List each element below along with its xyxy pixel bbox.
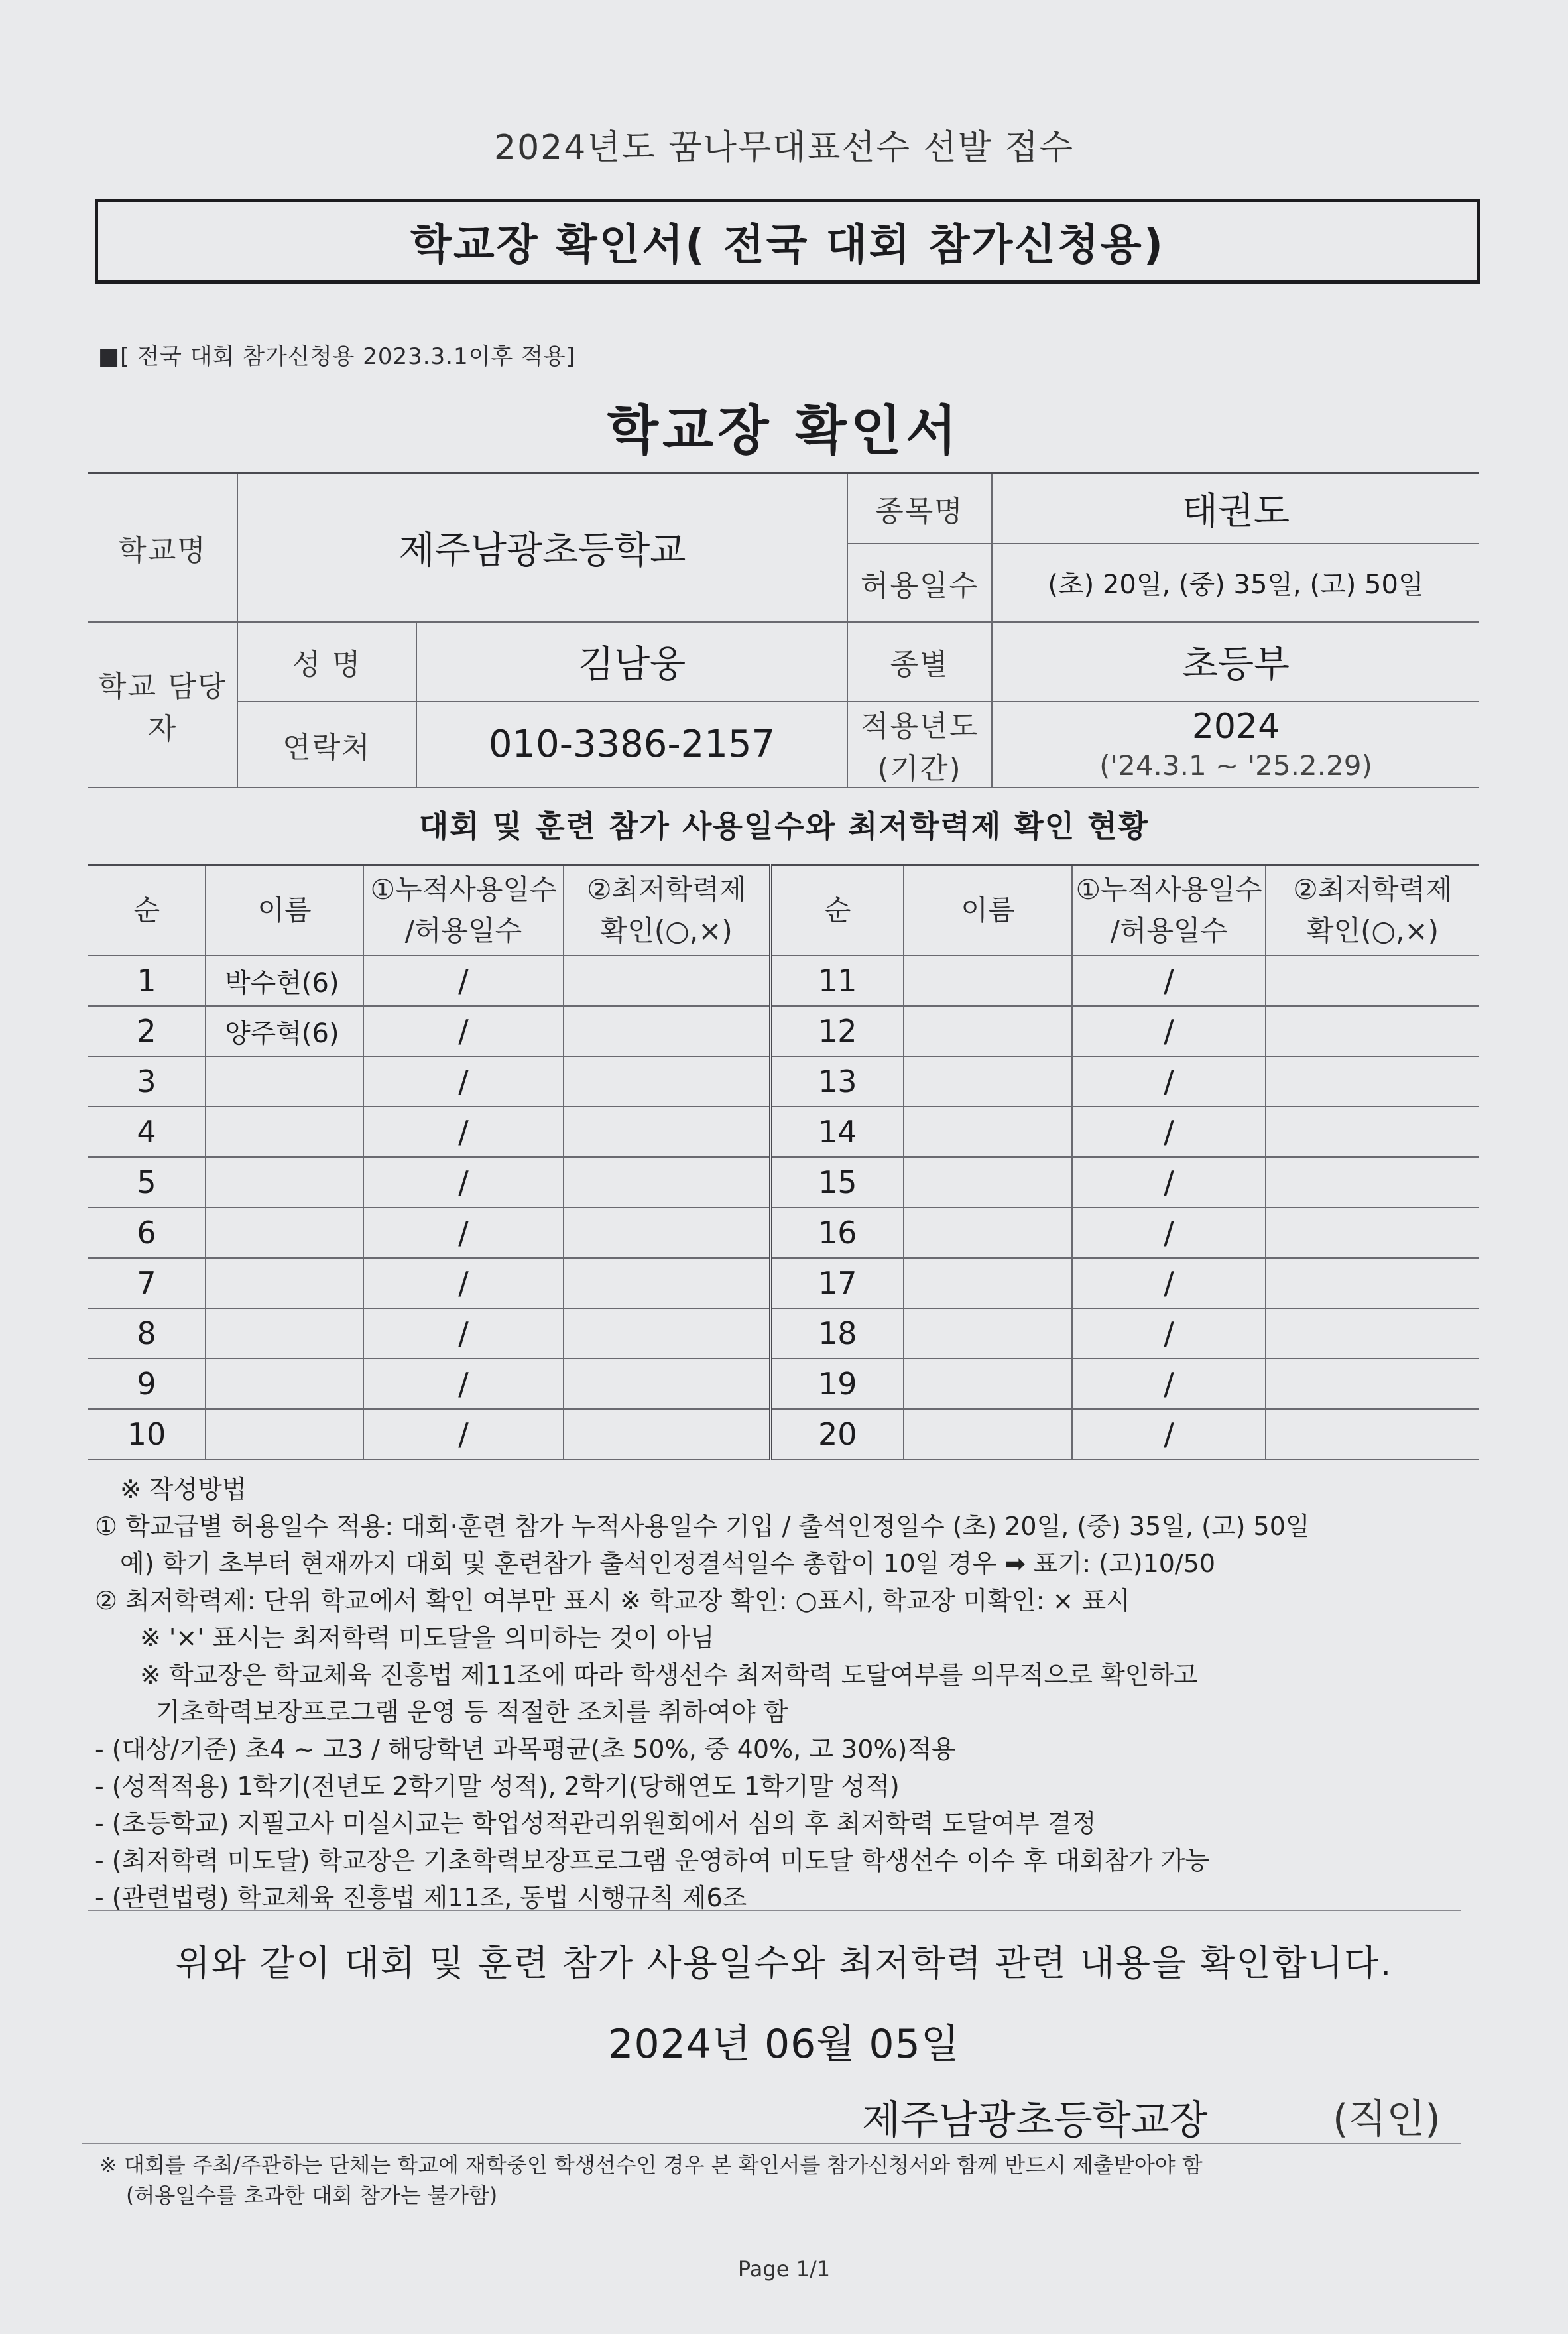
row-number: 7 bbox=[88, 1258, 206, 1308]
min-academic-check bbox=[1266, 1207, 1479, 1258]
row-number: 3 bbox=[88, 1056, 206, 1107]
col-days-header-right-2: /허용일수 bbox=[1110, 914, 1228, 947]
issue-date: 2024년 06월 05일 bbox=[608, 2021, 960, 2067]
contact-name-value: 김남웅 bbox=[416, 622, 847, 702]
table-row bbox=[88, 1107, 1479, 1157]
min-academic-check bbox=[564, 1056, 770, 1107]
divider bbox=[88, 1910, 1461, 1911]
col-name-header: 이름 bbox=[206, 865, 363, 956]
table-row bbox=[88, 955, 1479, 1006]
col-days-header bbox=[363, 865, 564, 956]
roster-title: 대회 및 훈련 참가 사용일수와 최저학력제 확인 현황 bbox=[418, 808, 1150, 844]
days-used-over-allowed: / bbox=[363, 1409, 564, 1459]
instruction-line: 예) 학기 초부터 현재까지 대회 및 훈련참가 출석인정결석일수 총합이 10일 경우 ➡ 표기: (고)10/50 bbox=[120, 1549, 1216, 1578]
row-number: 16 bbox=[770, 1207, 904, 1258]
official-seal: (직인) bbox=[1333, 2096, 1441, 2142]
instruction-line: 기초학력보장프로그램 운영 등 적절한 조치를 취하여야 함 bbox=[156, 1697, 788, 1727]
instruction-line: ② 최저학력제: 단위 학교에서 확인 여부만 표시 ※ 학교장 확인: ○표시, 학교장 미확인: × 표시 bbox=[95, 1586, 1130, 1615]
instructions bbox=[95, 1471, 1494, 1916]
athlete-name bbox=[904, 1359, 1072, 1409]
days-used-over-allowed: / bbox=[1072, 1308, 1266, 1359]
athlete-name bbox=[206, 1359, 363, 1409]
days-used-over-allowed: / bbox=[1072, 1107, 1266, 1157]
days-used-over-allowed: / bbox=[363, 955, 564, 1006]
days-used-over-allowed: / bbox=[1072, 1207, 1266, 1258]
row-number: 18 bbox=[770, 1308, 904, 1359]
min-academic-check bbox=[564, 1157, 770, 1207]
athlete-name bbox=[904, 1157, 1072, 1207]
min-academic-check bbox=[1266, 1308, 1479, 1359]
table-row bbox=[88, 1056, 1479, 1107]
school-name-label: 학교명 bbox=[88, 473, 237, 622]
min-academic-check bbox=[564, 1359, 770, 1409]
apply-year-value-cell bbox=[992, 702, 1479, 788]
days-used-over-allowed: / bbox=[1072, 1157, 1266, 1207]
athlete-name bbox=[904, 955, 1072, 1006]
roster-body bbox=[88, 955, 1479, 1459]
col-days-header-2: /허용일수 bbox=[404, 914, 522, 947]
min-academic-check bbox=[564, 1107, 770, 1157]
row-number: 8 bbox=[88, 1308, 206, 1359]
apply-year-value: 2024 bbox=[1191, 707, 1280, 747]
col-check-header-right-2: 확인(○,×) bbox=[1306, 914, 1439, 947]
instruction-line: - (성적적용) 1학기(전년도 2학기말 성적), 2학기(당해연도 1학기말 성적) bbox=[95, 1772, 900, 1801]
min-academic-check bbox=[564, 1207, 770, 1258]
division-label: 종별 bbox=[847, 622, 992, 702]
athlete-name bbox=[904, 1107, 1072, 1157]
days-used-over-allowed: / bbox=[1072, 1006, 1266, 1056]
table-row bbox=[88, 1308, 1479, 1359]
athlete-name: 양주혁(6) bbox=[206, 1006, 363, 1056]
days-used-over-allowed: / bbox=[363, 1207, 564, 1258]
days-used-over-allowed: / bbox=[363, 1359, 564, 1409]
col-name-header-right: 이름 bbox=[904, 865, 1072, 956]
boxed-title-text: 학교장 확인서( 전국 대회 참가신청용) bbox=[410, 221, 1165, 270]
table-row bbox=[88, 1157, 1479, 1207]
athlete-roster-table bbox=[88, 864, 1479, 1460]
min-academic-check bbox=[1266, 955, 1479, 1006]
table-row bbox=[88, 1258, 1479, 1308]
col-check-header-right bbox=[1266, 865, 1479, 956]
col-check-header-1: ②최저학력제 bbox=[586, 873, 747, 906]
school-info-table bbox=[88, 472, 1479, 788]
principal-name: 제주남광초등학교장 bbox=[862, 2097, 1208, 2144]
col-no-header-right: 순 bbox=[770, 865, 904, 956]
athlete-name bbox=[206, 1308, 363, 1359]
contact-person-label: 학교 담당자 bbox=[88, 622, 237, 788]
row-number: 11 bbox=[770, 955, 904, 1006]
row-number: 6 bbox=[88, 1207, 206, 1258]
athlete-name bbox=[904, 1308, 1072, 1359]
athlete-name bbox=[206, 1207, 363, 1258]
col-days-header-1: ①누적사용일수 bbox=[370, 873, 557, 906]
min-academic-check bbox=[564, 1006, 770, 1056]
athlete-name bbox=[904, 1056, 1072, 1107]
min-academic-check bbox=[1266, 1056, 1479, 1107]
row-number: 4 bbox=[88, 1107, 206, 1157]
min-academic-check bbox=[1266, 1359, 1479, 1409]
page-number: Page 1/1 bbox=[737, 2256, 831, 2282]
table-row bbox=[88, 1359, 1479, 1409]
instruction-line: ① 학교급별 허용일수 적용: 대회·훈련 참가 누적사용일수 기입 / 출석인정일수 (초) 20일, (중) 35일, (고) 50일 bbox=[95, 1512, 1310, 1541]
row-number: 20 bbox=[770, 1409, 904, 1459]
athlete-name bbox=[904, 1409, 1072, 1459]
row-number: 9 bbox=[88, 1359, 206, 1409]
athlete-name bbox=[206, 1258, 363, 1308]
min-academic-check bbox=[564, 1308, 770, 1359]
sport-label: 종목명 bbox=[847, 473, 992, 544]
athlete-name bbox=[206, 1157, 363, 1207]
athlete-name: 박수현(6) bbox=[206, 955, 363, 1006]
contact-phone-value: 010-3386-2157 bbox=[416, 702, 847, 788]
days-used-over-allowed: / bbox=[1072, 1258, 1266, 1308]
allowed-days-label: 허용일수 bbox=[847, 544, 992, 622]
instruction-line: - (대상/기준) 초4 ~ 고3 / 해당학년 과목평균(초 50%, 중 40%, 고 30%)적용 bbox=[95, 1735, 956, 1764]
min-academic-check bbox=[1266, 1107, 1479, 1157]
days-used-over-allowed: / bbox=[363, 1258, 564, 1308]
instruction-line: ※ '×' 표시는 최저학력 미도달을 의미하는 것이 아님 bbox=[140, 1623, 715, 1652]
row-number: 19 bbox=[770, 1359, 904, 1409]
instruction-line: ※ 학교장은 학교체육 진흥법 제11조에 따라 학생선수 최저학력 도달여부를 의무적으로 확인하고 bbox=[140, 1660, 1198, 1689]
min-academic-check bbox=[1266, 1258, 1479, 1308]
athlete-name bbox=[206, 1107, 363, 1157]
min-academic-check bbox=[564, 1258, 770, 1308]
min-academic-check bbox=[564, 1409, 770, 1459]
days-used-over-allowed: / bbox=[363, 1006, 564, 1056]
table-row bbox=[88, 1006, 1479, 1056]
apply-year-label-text: 적용년도 bbox=[860, 709, 979, 743]
days-used-over-allowed: / bbox=[363, 1308, 564, 1359]
days-used-over-allowed: / bbox=[363, 1157, 564, 1207]
col-check-header-right-1: ②최저학력제 bbox=[1293, 873, 1453, 906]
min-academic-check bbox=[1266, 1006, 1479, 1056]
contact-name-label: 성 명 bbox=[237, 622, 416, 702]
row-number: 5 bbox=[88, 1157, 206, 1207]
row-number: 12 bbox=[770, 1006, 904, 1056]
col-days-header-right-1: ①누적사용일수 bbox=[1075, 873, 1262, 906]
athlete-name bbox=[904, 1258, 1072, 1308]
document-title: 학교장 확인서 bbox=[607, 400, 961, 461]
sport-value: 태권도 bbox=[992, 473, 1479, 544]
athlete-name bbox=[206, 1409, 363, 1459]
days-used-over-allowed: / bbox=[1072, 1359, 1266, 1409]
apply-year-period: ('24.3.1 ~ '25.2.29) bbox=[1099, 749, 1372, 782]
row-number: 14 bbox=[770, 1107, 904, 1157]
min-academic-check bbox=[1266, 1157, 1479, 1207]
school-name-value: 제주남광초등학교 bbox=[237, 473, 847, 622]
footnote bbox=[99, 2150, 1492, 2211]
min-academic-check bbox=[1266, 1409, 1479, 1459]
confirmation-statement: 위와 같이 대회 및 훈련 참가 사용일수와 최저학력 관련 내용을 확인합니다. bbox=[175, 1942, 1393, 1984]
boxed-title bbox=[95, 199, 1480, 284]
form-top-title: 2024년도 꿈나무대표선수 선발 접수 bbox=[494, 128, 1074, 168]
min-academic-check bbox=[564, 955, 770, 1006]
row-number: 1 bbox=[88, 955, 206, 1006]
footnote-line-1: ※ 대회를 주최/주관하는 단체는 학교에 재학중인 학생선수인 경우 본 확인서를 참가신청서와 함께 반드시 제출받아야 함 bbox=[99, 2152, 1203, 2178]
contact-phone-label: 연락처 bbox=[237, 702, 416, 788]
instruction-line: - (최저학력 미도달) 학교장은 기초학력보장프로그램 운영하여 미도달 학생선수 이수 후 대회참가 가능 bbox=[95, 1846, 1210, 1875]
instruction-line: - (초등학교) 지필고사 미실시교는 학업성적관리위원회에서 심의 후 최저학력 도달여부 결정 bbox=[95, 1809, 1097, 1838]
col-days-header-right bbox=[1072, 865, 1266, 956]
col-check-header-2: 확인(○,×) bbox=[600, 914, 733, 947]
days-used-over-allowed: / bbox=[1072, 955, 1266, 1006]
table-row bbox=[88, 1207, 1479, 1258]
application-note: ■[ 전국 대회 참가신청용 2023.3.1이후 적용] bbox=[98, 343, 576, 370]
days-used-over-allowed: / bbox=[363, 1107, 564, 1157]
col-check-header bbox=[564, 865, 770, 956]
instruction-line: - (관련법령) 학교체육 진흥법 제11조, 동법 시행규칙 제6조 bbox=[95, 1883, 747, 1912]
apply-year-label bbox=[847, 702, 992, 788]
apply-year-period-label: (기간) bbox=[877, 751, 962, 786]
allowed-days-value: (초) 20일, (중) 35일, (고) 50일 bbox=[992, 544, 1479, 622]
row-number: 10 bbox=[88, 1409, 206, 1459]
athlete-name bbox=[904, 1006, 1072, 1056]
row-number: 2 bbox=[88, 1006, 206, 1056]
row-number: 15 bbox=[770, 1157, 904, 1207]
row-number: 17 bbox=[770, 1258, 904, 1308]
athlete-name bbox=[206, 1056, 363, 1107]
athlete-name bbox=[904, 1207, 1072, 1258]
footnote-line-2: (허용일수를 초과한 대회 참가는 불가함) bbox=[126, 2183, 498, 2208]
table-row bbox=[88, 1409, 1479, 1459]
col-no-header: 순 bbox=[88, 865, 206, 956]
days-used-over-allowed: / bbox=[363, 1056, 564, 1107]
row-number: 13 bbox=[770, 1056, 904, 1107]
footer-divider bbox=[82, 2143, 1461, 2144]
days-used-over-allowed: / bbox=[1072, 1409, 1266, 1459]
division-value: 초등부 bbox=[992, 622, 1479, 702]
days-used-over-allowed: / bbox=[1072, 1056, 1266, 1107]
instructions-heading: ※ 작성방법 bbox=[120, 1475, 247, 1504]
